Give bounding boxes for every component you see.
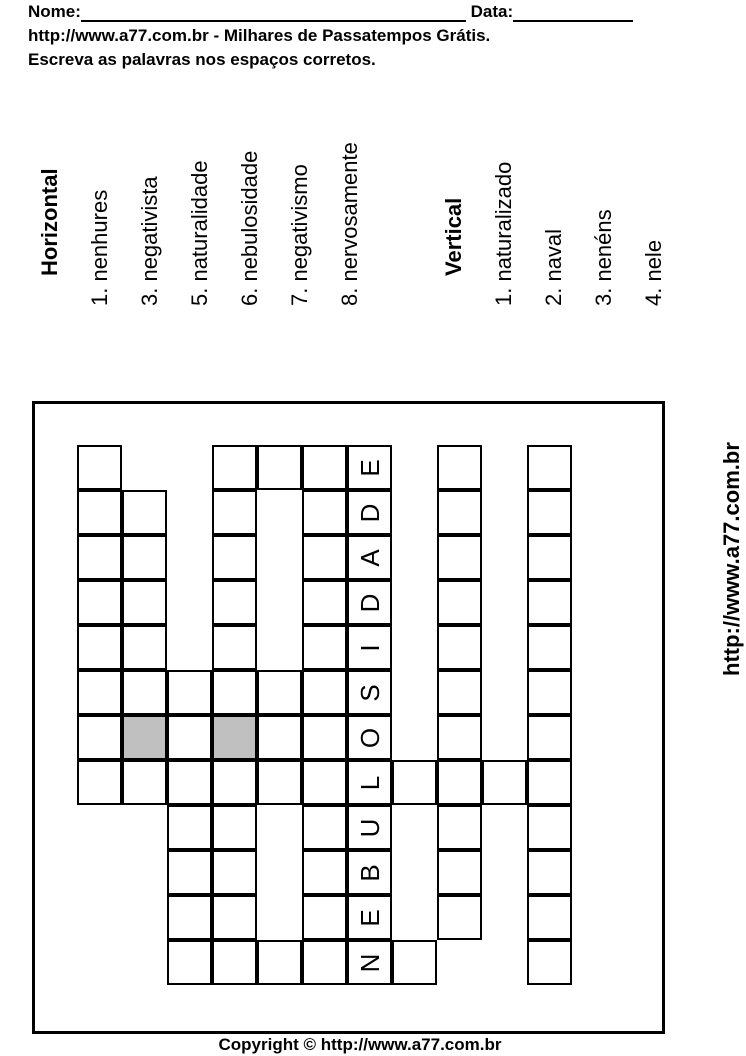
grid-cell[interactable]	[77, 445, 122, 490]
grid-cell-filled[interactable]	[347, 535, 392, 580]
grid-cell[interactable]	[77, 535, 122, 580]
grid-cell[interactable]	[167, 940, 212, 985]
horizontal-clue-7: 7. negativismo	[287, 164, 312, 306]
date-label: Data:	[470, 2, 514, 21]
grid-cell[interactable]	[302, 805, 347, 850]
grid-cell[interactable]	[167, 850, 212, 895]
grid-cell[interactable]	[527, 490, 572, 535]
grid-cell[interactable]	[302, 445, 347, 490]
grid-cell[interactable]	[527, 715, 572, 760]
grid-cell[interactable]	[527, 625, 572, 670]
grid-cell[interactable]	[527, 580, 572, 625]
grid-cell[interactable]	[212, 670, 257, 715]
grid-cell-filled[interactable]	[347, 445, 392, 490]
grid-cell[interactable]	[302, 760, 347, 805]
grid-cell-filled[interactable]	[347, 670, 392, 715]
grid-cell[interactable]	[212, 760, 257, 805]
grid-letter: N	[354, 953, 385, 972]
grid-cell[interactable]	[257, 715, 302, 760]
grid-cell[interactable]	[77, 580, 122, 625]
grid-cell[interactable]	[212, 535, 257, 580]
grid-cell[interactable]	[212, 580, 257, 625]
grid-cell[interactable]	[122, 535, 167, 580]
grid-cell[interactable]	[527, 895, 572, 940]
name-label: Nome:	[28, 2, 81, 21]
grid-cell[interactable]	[437, 535, 482, 580]
grid-cell[interactable]	[122, 490, 167, 535]
grid-cell-filled[interactable]	[347, 580, 392, 625]
grid-cell[interactable]	[77, 625, 122, 670]
grid-letter: S	[354, 683, 385, 702]
grid-cell[interactable]	[392, 760, 437, 805]
grid-cell[interactable]	[167, 760, 212, 805]
grid-letter: B	[354, 863, 385, 882]
side-watermark: http://www.a77.com.br	[719, 442, 744, 676]
grid-cell[interactable]	[437, 670, 482, 715]
grid-cell[interactable]	[527, 445, 572, 490]
grid-letter: E	[354, 908, 385, 927]
grid-letter: D	[354, 593, 385, 612]
grid-cell[interactable]	[77, 715, 122, 760]
grid-letter: L	[354, 775, 385, 790]
grid-cell[interactable]	[302, 715, 347, 760]
grid-letter: E	[354, 458, 385, 477]
grid-cell[interactable]	[257, 940, 302, 985]
grid-cell[interactable]	[527, 670, 572, 715]
grid-cell[interactable]	[302, 535, 347, 580]
grid-cell[interactable]	[212, 445, 257, 490]
grid-cell[interactable]	[257, 760, 302, 805]
grid-cell[interactable]	[302, 940, 347, 985]
grid-cell-filled[interactable]	[347, 760, 392, 805]
grid-cell-blocked	[212, 715, 257, 760]
grid-cell-filled[interactable]	[347, 850, 392, 895]
grid-cell[interactable]	[527, 940, 572, 985]
grid-cell-filled[interactable]	[347, 940, 392, 985]
grid-cell[interactable]	[77, 670, 122, 715]
grid-cell[interactable]	[77, 490, 122, 535]
grid-letter: U	[354, 818, 385, 837]
grid-cell[interactable]	[122, 760, 167, 805]
grid-cell[interactable]	[212, 850, 257, 895]
grid-letter: A	[354, 548, 385, 567]
grid-cell-filled[interactable]	[347, 895, 392, 940]
grid-cell[interactable]	[527, 850, 572, 895]
grid-cell[interactable]	[437, 895, 482, 940]
grid-letter: I	[354, 643, 385, 652]
vertical-clue-1: 1. naturalizado	[491, 161, 516, 306]
vertical-clue-2: 2. naval	[541, 228, 566, 306]
grid-cell[interactable]	[257, 670, 302, 715]
grid-cell-filled[interactable]	[347, 625, 392, 670]
grid-cell-blocked	[122, 715, 167, 760]
grid-cell[interactable]	[527, 805, 572, 850]
grid-cell-filled[interactable]	[347, 715, 392, 760]
instructions: Escreva as palavras nos espaços corretos.	[28, 50, 376, 69]
grid-cell[interactable]	[302, 580, 347, 625]
grid-cell[interactable]	[527, 535, 572, 580]
grid-letter: O	[354, 727, 385, 748]
grid-cell[interactable]	[437, 625, 482, 670]
site-line: http://www.a77.com.br - Milhares de Passatempos Grátis.	[28, 26, 491, 45]
grid-cell[interactable]	[212, 490, 257, 535]
vertical-clue-3: 3. nenéns	[591, 209, 616, 306]
grid-cell[interactable]	[167, 715, 212, 760]
horizontal-title: Horizontal	[37, 168, 62, 276]
grid-cell[interactable]	[437, 805, 482, 850]
grid-cell[interactable]	[167, 670, 212, 715]
grid-cell[interactable]	[437, 445, 482, 490]
grid-cell[interactable]	[212, 940, 257, 985]
horizontal-clue-6: 6. nebulosidade	[237, 150, 262, 306]
grid-cell[interactable]	[302, 850, 347, 895]
vertical-title: Vertical	[441, 197, 466, 276]
grid-cell-filled[interactable]	[347, 490, 392, 535]
grid-cell[interactable]	[437, 490, 482, 535]
grid-cell[interactable]	[212, 625, 257, 670]
grid-cell[interactable]	[527, 760, 572, 805]
grid-letter: D	[354, 503, 385, 522]
grid-cell[interactable]	[437, 715, 482, 760]
grid-cell[interactable]	[122, 625, 167, 670]
grid-cell[interactable]	[302, 670, 347, 715]
grid-cell[interactable]	[122, 580, 167, 625]
horizontal-clue-3: 3. negativista	[137, 176, 162, 306]
grid-cell[interactable]	[167, 805, 212, 850]
grid-cell[interactable]	[302, 625, 347, 670]
copyright-footer: Copyright © http://www.a77.com.br	[218, 1035, 502, 1054]
grid-cell[interactable]	[167, 895, 212, 940]
grid-cell[interactable]	[122, 670, 167, 715]
grid-cell[interactable]	[392, 940, 437, 985]
grid-cell[interactable]	[302, 490, 347, 535]
horizontal-clue-8: 8. nervosamente	[337, 142, 362, 306]
horizontal-clue-1: 1. nenhures	[87, 189, 112, 306]
grid-cell[interactable]	[437, 580, 482, 625]
grid-cell[interactable]	[302, 895, 347, 940]
grid-cell[interactable]	[437, 850, 482, 895]
grid-cell-filled[interactable]	[347, 805, 392, 850]
vertical-clue-4: 4. nele	[641, 239, 666, 306]
grid-cell[interactable]	[212, 895, 257, 940]
grid-cell[interactable]	[212, 805, 257, 850]
grid-cell[interactable]	[482, 760, 527, 805]
grid-cell[interactable]	[77, 760, 122, 805]
horizontal-clue-5: 5. naturalidade	[187, 160, 212, 306]
grid-cell[interactable]	[437, 760, 482, 805]
grid-cell[interactable]	[257, 445, 302, 490]
